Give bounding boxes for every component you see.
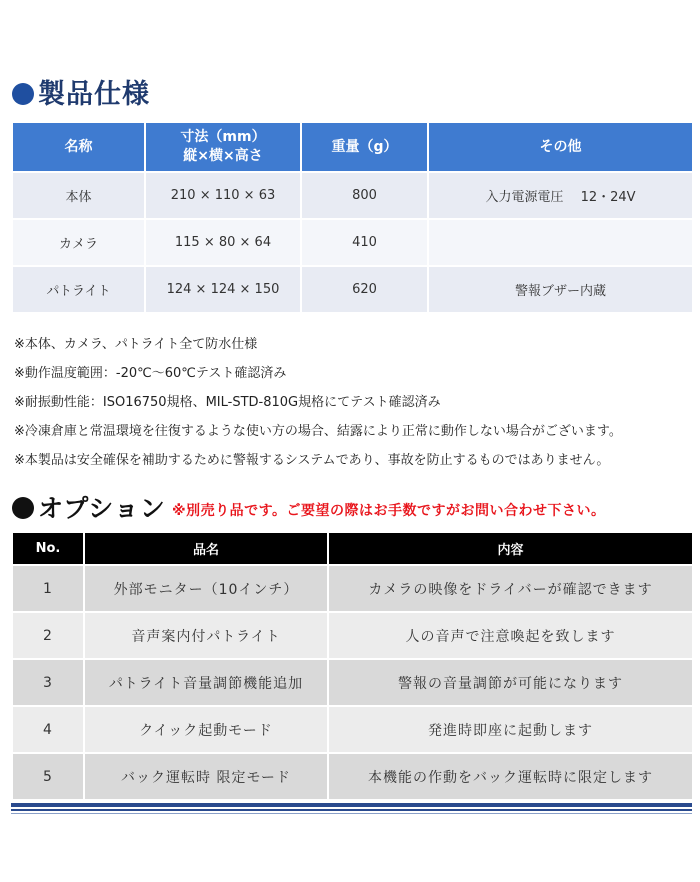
bullet-dot-icon — [12, 83, 34, 105]
table-row — [12, 219, 693, 266]
spec-cell-name: カメラ — [12, 219, 145, 266]
spec-heading — [12, 72, 150, 111]
note-item: ※本製品は安全確保を補助するために警報するシステムであり、事故を防止するものではありません。 — [14, 453, 610, 468]
spec-col-size-line2: 縦×横×高さ — [183, 148, 263, 164]
note-item: ※本体、カメラ、パトライト全て防水仕様 — [14, 337, 258, 352]
opt-cell-content: 人の音声で注意喚起を致します — [328, 612, 693, 659]
spec-cell-size: 115 × 80 × 64 — [145, 219, 301, 266]
spec-cell-size: 210 × 110 × 63 — [145, 172, 301, 219]
spec-header-row — [12, 122, 693, 172]
spec-col-name: 名称 — [12, 122, 145, 172]
options-note: ※別売り品です。ご要望の際はお手数ですがお問い合わせ下さい。 — [172, 503, 606, 519]
opt-cell-content: 本機能の作動をバック運転時に限定します — [328, 753, 693, 800]
spec-cell-weight: 800 — [301, 172, 428, 219]
spec-col-size — [145, 122, 301, 172]
opt-cell-name: バック運転時 限定モード — [84, 753, 328, 800]
table-row — [12, 753, 693, 800]
opt-cell-no: 3 — [12, 659, 84, 706]
bullet-dot-icon — [12, 497, 34, 519]
opt-cell-no: 4 — [12, 706, 84, 753]
footer-divider — [11, 809, 692, 811]
options-heading-text: オプション — [38, 494, 166, 523]
footer-divider — [11, 813, 692, 814]
table-row — [12, 172, 693, 219]
note-item: ※冷凍倉庫と常温環境を往復するような使い方の場合、結露により正常に動作しない場合がございます。 — [14, 424, 622, 439]
spec-col-weight: 重量（g） — [301, 122, 428, 172]
table-row — [12, 612, 693, 659]
options-heading — [12, 489, 166, 525]
opt-cell-no: 2 — [12, 612, 84, 659]
opt-cell-name: クイック起動モード — [84, 706, 328, 753]
options-header-row — [12, 532, 693, 565]
spec-cell-other: 入力電源電圧 12・24V — [428, 172, 693, 219]
spec-cell-size: 124 × 124 × 150 — [145, 266, 301, 313]
opt-cell-no: 1 — [12, 565, 84, 612]
opt-col-content: 内容 — [328, 532, 693, 565]
opt-cell-content: 警報の音量調節が可能になります — [328, 659, 693, 706]
opt-cell-name: 外部モニター（10インチ） — [84, 565, 328, 612]
spec-cell-name: パトライト — [12, 266, 145, 313]
opt-cell-content: カメラの映像をドライバーが確認できます — [328, 565, 693, 612]
spec-heading-text: 製品仕様 — [38, 79, 150, 110]
spec-cell-weight: 620 — [301, 266, 428, 313]
opt-col-name: 品名 — [84, 532, 328, 565]
spec-cell-weight: 410 — [301, 219, 428, 266]
notes-list — [14, 330, 622, 475]
spec-col-other: その他 — [428, 122, 693, 172]
opt-cell-no: 5 — [12, 753, 84, 800]
opt-cell-name: パトライト音量調節機能追加 — [84, 659, 328, 706]
opt-col-no: No. — [12, 532, 84, 565]
table-row — [12, 659, 693, 706]
footer-divider — [11, 803, 692, 807]
opt-cell-name: 音声案内付パトライト — [84, 612, 328, 659]
table-row — [12, 706, 693, 753]
table-row — [12, 565, 693, 612]
table-row — [12, 266, 693, 313]
note-item: ※動作温度範囲：-20℃～60℃テスト確認済み — [14, 366, 287, 381]
spec-table — [11, 121, 694, 314]
spec-cell-other: 警報ブザー内蔵 — [428, 266, 693, 313]
spec-cell-other — [428, 219, 693, 266]
spec-col-size-line1: 寸法（mm） — [180, 129, 266, 145]
opt-cell-content: 発進時即座に起動します — [328, 706, 693, 753]
spec-cell-name: 本体 — [12, 172, 145, 219]
note-item: ※耐振動性能：ISO16750規格、MIL-STD-810G規格にてテスト確認済み — [14, 395, 441, 410]
options-table — [11, 531, 694, 801]
